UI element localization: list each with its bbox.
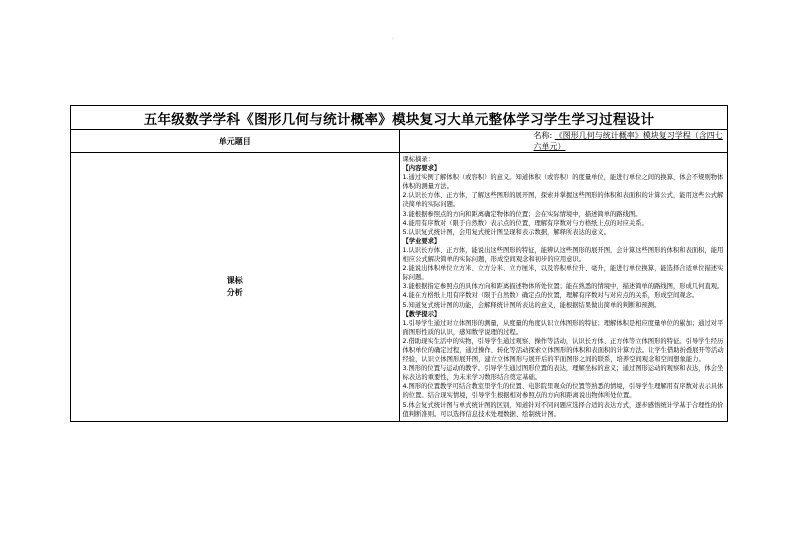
section-heading: 【教学提示】 (402, 310, 441, 318)
section-line: 3.能根据参照点的方向和距离确定物体的位置；会在实际情境中，描述简单的路线图。 (402, 210, 642, 218)
unit-row (71, 130, 728, 153)
section-line: 4.能在方格纸上用有序数对（限于自然数）确定点的位置，理解有序数对与对应点的关系，形成空间观念。 (402, 292, 699, 300)
section-heading: 【内容要求】 (402, 165, 441, 173)
section-line: 5.认识复式统计图，会用复式统计图呈现和表示数据，解释所表达的意义。 (402, 228, 611, 236)
analysis-label (71, 153, 400, 422)
analysis-content (399, 153, 728, 422)
section-line: 课标摘录： (402, 156, 434, 163)
section-line: 1.认识长方体、正方体，能说出这些图形的特征，能辨认这些图形的展开图，会计算这些图形的体积和表面积，能用相应公式解决简单的实际问题，形成空间观念和初步的应用意识。 (402, 246, 724, 264)
analysis-label-line1: 课标 (226, 275, 243, 285)
unit-name-value: 《图形几何与统计概率》模块复习学程（含四七六单元） (533, 131, 723, 151)
section-line: 2.借助现实生活中的实物，引导学生通过观察、操作等活动，认识长方体、正方体等立体图形的特征。引导学生经历体积单位的确定过程，通过操作、转化等活动探索立体图形的体积和表面积的计算方法。让学生借助折叠展开等活动经验，认识立体图形展开图，建立立体图形与展开后的平面图形之间的联系，培养空间观念和空间想象能力。 (402, 337, 724, 364)
page-mark: · (392, 36, 394, 43)
unit-title-label: 单元题目 (71, 130, 400, 153)
title-row (71, 106, 728, 130)
section-line: 5.体会复式统计图与单式统计图的区别，知道针对不同问题应选择合适的表达方式，逐步感悟统计学基于合理性的价值判断准则。可以选择信息技术处理数据、绘制统计图。 (402, 401, 724, 418)
analysis-label-line2: 分析 (226, 287, 243, 297)
section-line: 2.认识长方体、正方体，了解这些图形的展开图，探索并掌握这些图形的体积和表面积的计算公式，能用这些公式解决简单的实际问题。 (402, 192, 724, 209)
section-heading: 【学业要求】 (402, 237, 441, 245)
unit-name-cell (399, 130, 728, 153)
section-line: 3.图形的位置与运动的教学。引导学生通过图形位置的表达，理解坐标的意义；通过图形运动的观察和表达，体会坐标表达的重要性，为未来学习数形结合奠定基础。 (402, 365, 724, 382)
section-line: 4.能用有序数对（限于自然数）表示点的位置，理解有序数对与方格纸上点的对应关系。 (402, 219, 648, 227)
analysis-row (71, 153, 728, 422)
document-title: 五年级数学学科《图形几何与统计概率》模块复习大单元整体学习学生学习过程设计 (71, 106, 728, 130)
document-table (70, 105, 728, 422)
section-line: 1.通过实例了解体积（或容积）的意义。知道体积（或容积）的度量单位，能进行单位之间的换算，体会不规则物体体积的测量方法。 (402, 174, 724, 191)
unit-name-prefix: 名称: (533, 131, 553, 140)
section-line: 3.能根据指定参照点的具体方向和距离描述物体所处位置；能在熟悉的情境中，描述简单的路线图，形成几何直观。 (402, 283, 724, 291)
section-line: 5.知道复式统计图的功能，会解释统计图所表达的意义，能根据结果做出简单的判断和预测。 (402, 301, 661, 309)
section-line: 4.图形的位置教学可结合教室里学生的位置、电影院里观众的位置等熟悉的情境，引导学生理解用有序数对表示具体的位置。结合现实情境，引导学生根据相对参照点的方向和距离说出物体所处位置。 (402, 383, 724, 400)
section-line: 1.引导学生通过对立体图形的测量，从度量的角度认识立体图形的特征；理解体积是相应度量单位的累加；通过对平面图形性质的认识，感知数学说理的过程。 (402, 319, 724, 336)
section-line: 2.能说出体积单位立方米、立方分米、立方厘米，以及容积单位升、毫升，能进行单位换算，能选择合适单位描述实际问题。 (402, 265, 724, 282)
